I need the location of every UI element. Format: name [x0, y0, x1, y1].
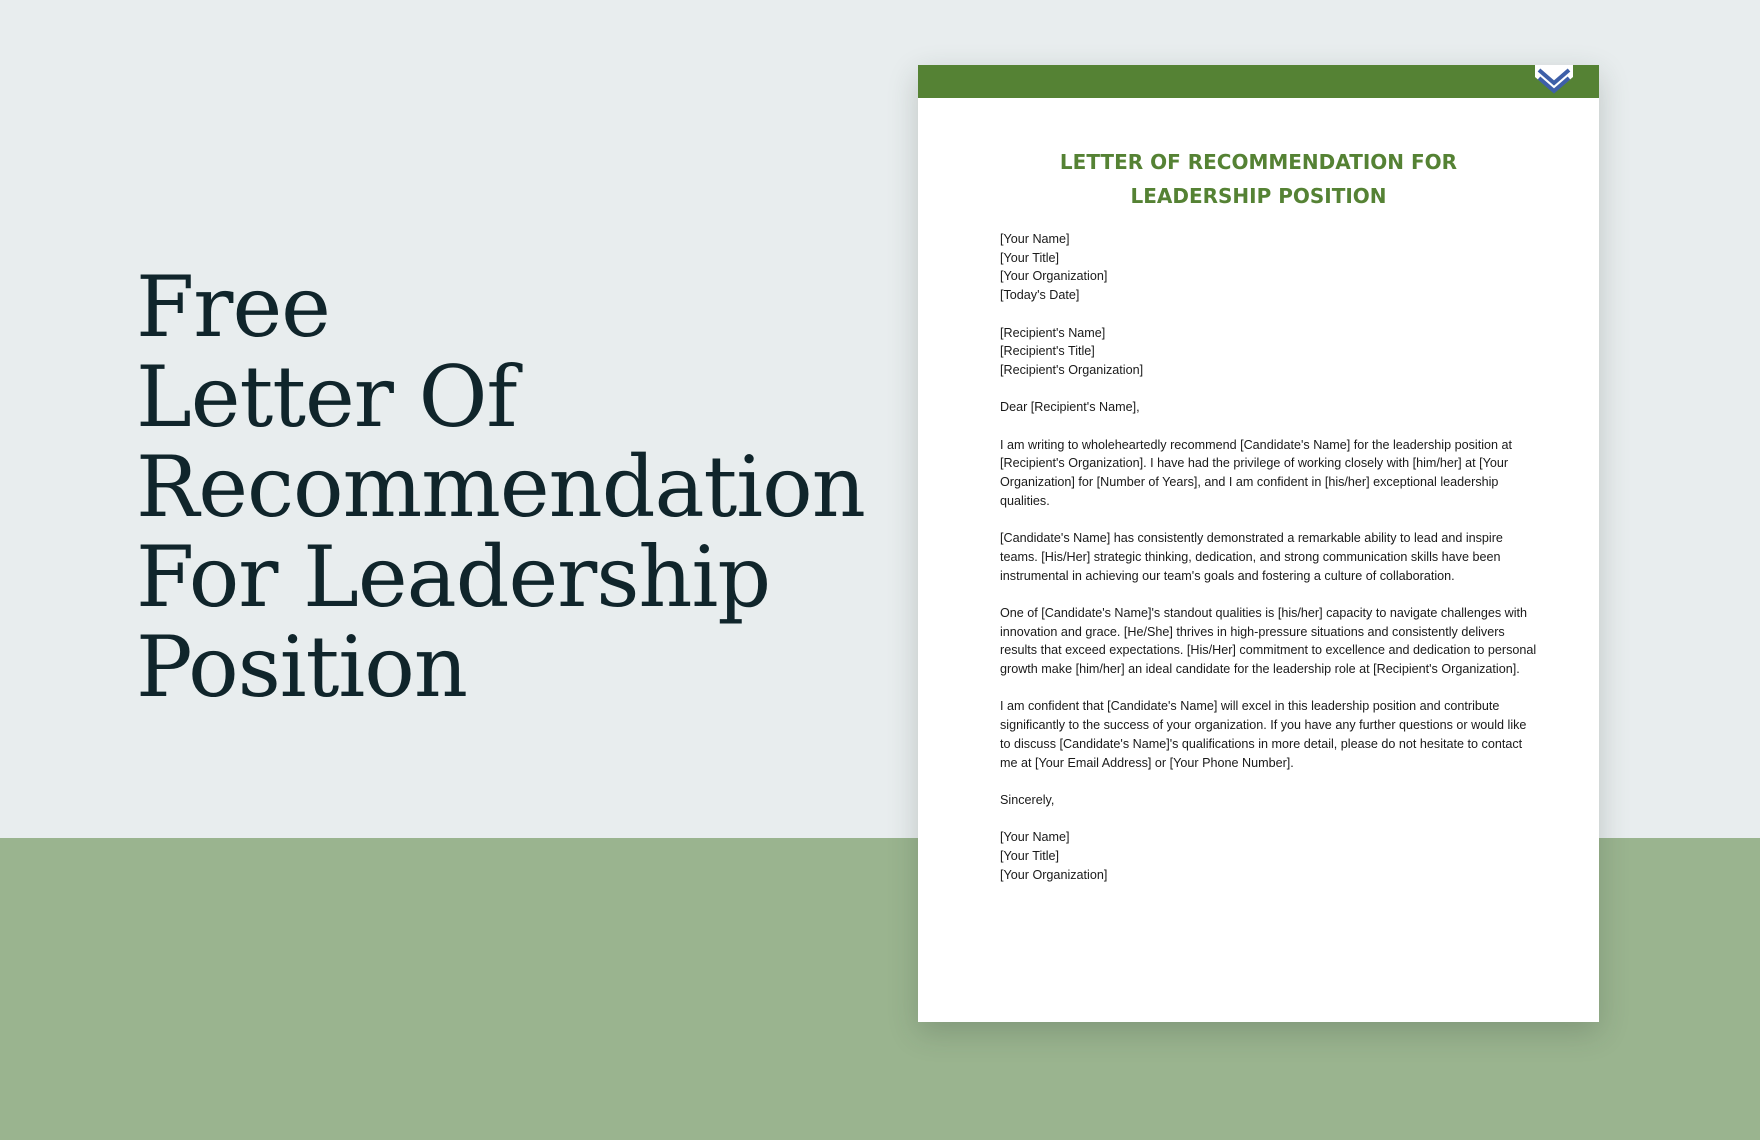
- body-paragraph: One of [Candidate's Name]'s standout qualities is [his/her] capacity to navigate challenges with innovation and grace. [He/She] thrives in high-pressure situations and consistently delivers results that exceed expectations. [His/Her] commitment to excellence and dedication to personal growth make [him/her] an ideal candidate for the leadership role at [Recipient's Organization].: [1000, 605, 1537, 677]
- letter-title-line: LEADERSHIP POSITION: [1130, 184, 1387, 208]
- letter-date: [Today's Date]: [1000, 288, 1080, 303]
- promo-title-line: Letter Of: [136, 348, 517, 446]
- promo-title: [136, 258, 896, 716]
- signature-name: [Your Name]: [1000, 830, 1070, 845]
- promo-title-line: Recommendation: [136, 438, 865, 536]
- sender-title: [Your Title]: [1000, 250, 1060, 265]
- letter-document: [918, 65, 1599, 1022]
- body-paragraph: [Candidate's Name] has consistently demonstrated a remarkable ability to lead and inspire teams. [His/Her] strategic thinking, dedication, and strong communication skills have been instrumental in achieving our team's goals and fostering a culture of collaboration.: [1000, 531, 1503, 583]
- sender-address-block: [1000, 230, 1540, 305]
- body-paragraph: I am confident that [Candidate's Name] will excel in this leadership position and contribute significantly to the success of your organization. If you have any further questions or would like to discuss [Candidate's Name]'s qualifications in more detail, please do not hesitate to contact me at [Your Email Address] or [Your Phone Number].: [1000, 699, 1527, 770]
- signature-block: [1000, 828, 1540, 884]
- letter-title: [918, 145, 1599, 213]
- body-paragraph: I am writing to wholeheartedly recommend [Candidate's Name] for the leadership position at [Recipient's Organization]. I have had the privilege of working closely with [him/her] at [Your Organization] for [Number of Years], and I am confident in [his/her] exceptional leadership qualities.: [1000, 437, 1513, 508]
- signature-organization: [Your Organization]: [1000, 867, 1108, 882]
- closing: Sincerely,: [1000, 792, 1055, 807]
- chevron-down-icon: [1531, 65, 1577, 99]
- recipient-title: [Recipient's Title]: [1000, 344, 1095, 359]
- sender-name: [Your Name]: [1000, 232, 1070, 246]
- promo-title-line: For Leadership: [136, 528, 771, 626]
- letter-title-line: LETTER OF RECOMMENDATION FOR: [1059, 150, 1458, 174]
- letter-body: [1000, 230, 1540, 903]
- letter-header-bar: [918, 65, 1599, 98]
- promo-title-line: Free: [136, 258, 330, 356]
- signature-title: [Your Title]: [1000, 849, 1060, 864]
- salutation: Dear [Recipient's Name],: [1000, 400, 1140, 415]
- promo-title-line: Position: [136, 618, 467, 716]
- recipient-name: [Recipient's Name]: [1000, 325, 1106, 340]
- recipient-address-block: [1000, 324, 1540, 380]
- recipient-organization: [Recipient's Organization]: [1000, 362, 1144, 377]
- sender-organization: [Your Organization]: [1000, 269, 1108, 284]
